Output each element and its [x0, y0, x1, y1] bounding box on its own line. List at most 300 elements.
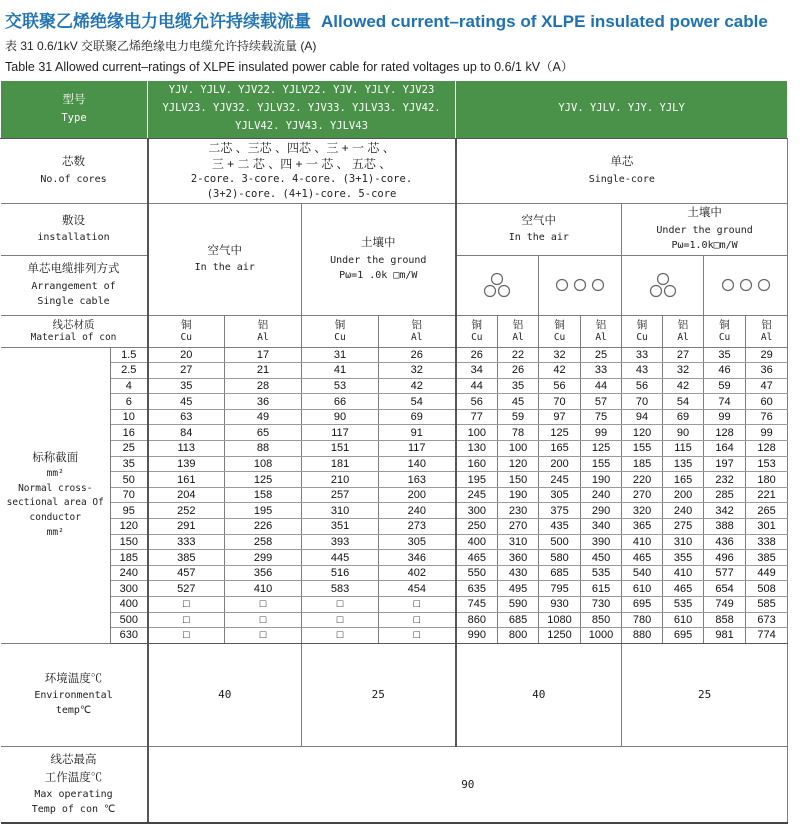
- value-cell: 56: [622, 378, 663, 394]
- value-cell: 43: [622, 363, 663, 379]
- value-cell: 163: [379, 472, 456, 488]
- value-cell: 164: [704, 441, 746, 457]
- value-cell: 90: [663, 425, 704, 441]
- installation-label: [1, 203, 148, 255]
- size-cell: 35: [111, 456, 148, 472]
- value-cell: 270: [622, 487, 663, 503]
- type-singlecore-text: YJV. YJLV. YJY. YJLY: [558, 102, 685, 115]
- table-row: [1, 550, 788, 566]
- cores-label-cn: 芯数: [62, 156, 85, 169]
- size-cell: 6: [111, 394, 148, 410]
- value-cell: 117: [379, 441, 456, 457]
- value-cell: 1080: [539, 612, 581, 628]
- table-caption-cn: 表 31 0.6/1kV 交联聚乙烯绝缘电力电缆允许持续载流量 (A): [5, 39, 317, 53]
- value-cell: 450: [581, 550, 622, 566]
- value-cell: 135: [663, 456, 704, 472]
- value-cell: 300: [456, 503, 498, 519]
- type-multicore-cell: YJV. YJLV. YJV22. YJLV22. YJV. YJLY. YJV23 YJLV23. YJV32. YJLV32. YJV33. YJLV33. YJV42. YJLV42. YJV43. YJLV43: [148, 81, 456, 138]
- table-row: [1, 612, 788, 628]
- value-cell: 56: [456, 394, 498, 410]
- value-cell: 654: [704, 581, 746, 597]
- value-cell: 190: [498, 487, 539, 503]
- value-cell: 34: [456, 363, 498, 379]
- value-cell: 120: [622, 425, 663, 441]
- cores-multicore-cell: 二芯 、三芯 、四芯 、三 + 一 芯 、 三 + 二 芯 、四 + 一 芯 、 五芯 、 2-core. 3-core. 4-core. (3+1)-core. (3+2)-core. (4+1)-core. 5-core: [148, 138, 456, 203]
- value-cell: 457: [148, 565, 225, 581]
- area-label: 标称截面 mm² Normal cross- sectional area Of conductor mm²: [1, 347, 111, 643]
- value-cell: 17: [225, 347, 302, 363]
- value-cell: 454: [379, 581, 456, 597]
- ratings-table: [0, 81, 788, 824]
- value-cell: 310: [663, 534, 704, 550]
- value-cell: □: [225, 597, 302, 613]
- size-cell: 240: [111, 565, 148, 581]
- value-cell: 385: [746, 550, 788, 566]
- value-cell: 291: [148, 519, 225, 535]
- value-cell: 320: [622, 503, 663, 519]
- value-cell: 140: [379, 456, 456, 472]
- value-cell: 41: [302, 363, 379, 379]
- table-row: [1, 565, 788, 581]
- trefoil-arrangement-icon: [645, 271, 681, 299]
- value-cell: 165: [663, 472, 704, 488]
- table-row: [1, 581, 788, 597]
- type-label-en: Type: [61, 112, 87, 125]
- cores-label-en: No.of cores: [40, 173, 107, 185]
- material-col-al: 铝 Al: [746, 315, 788, 347]
- value-cell: 195: [225, 503, 302, 519]
- value-cell: 33: [622, 347, 663, 363]
- value-cell: 128: [746, 441, 788, 457]
- value-cell: □: [302, 597, 379, 613]
- size-cell: 2.5: [111, 363, 148, 379]
- value-cell: 240: [581, 487, 622, 503]
- value-cell: 77: [456, 409, 498, 425]
- value-cell: 305: [539, 487, 581, 503]
- value-cell: 125: [581, 441, 622, 457]
- value-cell: 695: [622, 597, 663, 613]
- value-cell: 695: [663, 628, 704, 644]
- value-cell: 240: [379, 503, 456, 519]
- value-cell: 410: [622, 534, 663, 550]
- value-cell: 204: [148, 487, 225, 503]
- value-cell: 356: [225, 565, 302, 581]
- table-row: [1, 363, 788, 379]
- value-cell: 495: [498, 581, 539, 597]
- table-row: [1, 347, 788, 363]
- value-cell: 70: [539, 394, 581, 410]
- material-col-cu: 铜 Cu: [456, 315, 498, 347]
- size-cell: 10: [111, 409, 148, 425]
- table-row: [1, 597, 788, 613]
- value-cell: 252: [148, 503, 225, 519]
- material-row: [1, 315, 788, 347]
- env-value-singlecore-air: 40: [456, 643, 622, 746]
- value-cell: 117: [302, 425, 379, 441]
- table-row: [1, 394, 788, 410]
- singlecore-air-header: 空气中 In the air: [456, 203, 622, 255]
- data-rows: [1, 347, 788, 643]
- page-title-cn: 交联聚乙烯绝缘电力电缆允许持续载流量: [5, 12, 311, 31]
- size-cell: 630: [111, 628, 148, 644]
- value-cell: 850: [581, 612, 622, 628]
- value-cell: 990: [456, 628, 498, 644]
- installation-label-cn: 敷设: [62, 214, 85, 227]
- size-cell: 70: [111, 487, 148, 503]
- value-cell: 69: [379, 409, 456, 425]
- table-row: [1, 534, 788, 550]
- value-cell: 360: [498, 550, 539, 566]
- value-cell: 84: [148, 425, 225, 441]
- value-cell: 91: [379, 425, 456, 441]
- value-cell: 42: [379, 378, 456, 394]
- table-row: [1, 472, 788, 488]
- size-cell: 1.5: [111, 347, 148, 363]
- value-cell: 28: [225, 378, 302, 394]
- value-cell: 46: [704, 363, 746, 379]
- value-cell: 730: [581, 597, 622, 613]
- value-cell: 139: [148, 456, 225, 472]
- material-col-al: 铝 Al: [225, 315, 302, 347]
- value-cell: 74: [704, 394, 746, 410]
- value-cell: 21: [225, 363, 302, 379]
- value-cell: 430: [498, 565, 539, 581]
- value-cell: 22: [498, 347, 539, 363]
- value-cell: 195: [456, 472, 498, 488]
- value-cell: 100: [498, 441, 539, 457]
- value-cell: 45: [498, 394, 539, 410]
- value-cell: 99: [746, 425, 788, 441]
- arrangement-ground-flat-cell: [704, 255, 788, 315]
- value-cell: 108: [225, 456, 302, 472]
- value-cell: 60: [746, 394, 788, 410]
- arrangement-air-trefoil-cell: [456, 255, 539, 315]
- value-cell: 45: [148, 394, 225, 410]
- value-cell: □: [225, 628, 302, 644]
- arrangement-air-flat-cell: [539, 255, 622, 315]
- material-col-cu: 铜 Cu: [148, 315, 225, 347]
- material-col-al: 铝 Al: [581, 315, 622, 347]
- value-cell: 36: [746, 363, 788, 379]
- value-cell: 365: [622, 519, 663, 535]
- value-cell: 774: [746, 628, 788, 644]
- installation-row: [1, 203, 788, 255]
- value-cell: 42: [539, 363, 581, 379]
- value-cell: 245: [456, 487, 498, 503]
- table-row: [1, 409, 788, 425]
- size-cell: 150: [111, 534, 148, 550]
- value-cell: 27: [663, 347, 704, 363]
- arrangement-label: 单芯电缆排列方式 Arrangement of Single cable: [1, 255, 148, 315]
- value-cell: 54: [663, 394, 704, 410]
- value-cell: 20: [148, 347, 225, 363]
- size-cell: 4: [111, 378, 148, 394]
- value-cell: 685: [539, 565, 581, 581]
- material-label-en: Material of con: [30, 331, 117, 343]
- value-cell: 257: [302, 487, 379, 503]
- value-cell: 70: [622, 394, 663, 410]
- value-cell: 860: [456, 612, 498, 628]
- value-cell: 615: [581, 581, 622, 597]
- value-cell: 930: [539, 597, 581, 613]
- value-cell: 393: [302, 534, 379, 550]
- value-cell: □: [148, 597, 225, 613]
- cores-label: [1, 138, 148, 203]
- value-cell: 151: [302, 441, 379, 457]
- value-cell: 32: [663, 363, 704, 379]
- value-cell: 273: [379, 519, 456, 535]
- value-cell: 500: [539, 534, 581, 550]
- value-cell: 245: [539, 472, 581, 488]
- value-cell: 232: [704, 472, 746, 488]
- type-label: [1, 81, 148, 138]
- value-cell: 230: [498, 503, 539, 519]
- size-cell: 300: [111, 581, 148, 597]
- value-cell: 120: [498, 456, 539, 472]
- value-cell: 190: [581, 472, 622, 488]
- value-cell: 44: [581, 378, 622, 394]
- table-row: [1, 503, 788, 519]
- value-cell: 65: [225, 425, 302, 441]
- env-value-multicore-ground: 25: [302, 643, 456, 746]
- size-cell: 95: [111, 503, 148, 519]
- value-cell: 342: [704, 503, 746, 519]
- type-singlecore-cell: [456, 81, 788, 138]
- value-cell: 33: [581, 363, 622, 379]
- value-cell: 265: [746, 503, 788, 519]
- page-title-en: Allowed current–ratings of XLPE insulated power cable: [321, 12, 768, 31]
- value-cell: 355: [663, 550, 704, 566]
- value-cell: 780: [622, 612, 663, 628]
- value-cell: 745: [456, 597, 498, 613]
- value-cell: 78: [498, 425, 539, 441]
- value-cell: 29: [746, 347, 788, 363]
- value-cell: 35: [148, 378, 225, 394]
- value-cell: 338: [746, 534, 788, 550]
- installation-label-en: installation: [37, 232, 110, 244]
- value-cell: 340: [581, 519, 622, 535]
- value-cell: 795: [539, 581, 581, 597]
- value-cell: 158: [225, 487, 302, 503]
- value-cell: 97: [539, 409, 581, 425]
- value-cell: 200: [663, 487, 704, 503]
- value-cell: 94: [622, 409, 663, 425]
- value-cell: 858: [704, 612, 746, 628]
- value-cell: 390: [581, 534, 622, 550]
- material-col-al: 铝 Al: [663, 315, 704, 347]
- value-cell: 410: [225, 581, 302, 597]
- value-cell: 585: [746, 597, 788, 613]
- value-cell: 90: [302, 409, 379, 425]
- value-cell: 1250: [539, 628, 581, 644]
- max-temp-label: 线芯最高 工作温度℃ Max operating Temp of con ℃: [1, 746, 148, 823]
- value-cell: 580: [539, 550, 581, 566]
- value-cell: 53: [302, 378, 379, 394]
- table-row: [1, 456, 788, 472]
- value-cell: 36: [225, 394, 302, 410]
- value-cell: 42: [663, 378, 704, 394]
- value-cell: □: [379, 612, 456, 628]
- value-cell: 310: [302, 503, 379, 519]
- size-cell: 16: [111, 425, 148, 441]
- value-cell: 155: [581, 456, 622, 472]
- value-cell: 128: [704, 425, 746, 441]
- value-cell: 197: [704, 456, 746, 472]
- flat-arrangement-icon: [554, 278, 606, 292]
- value-cell: 270: [498, 519, 539, 535]
- value-cell: 445: [302, 550, 379, 566]
- arrangement-ground-trefoil-cell: [622, 255, 704, 315]
- value-cell: 220: [622, 472, 663, 488]
- table-row: [1, 425, 788, 441]
- value-cell: 240: [663, 503, 704, 519]
- value-cell: 210: [302, 472, 379, 488]
- table-row: [1, 441, 788, 457]
- value-cell: 75: [581, 409, 622, 425]
- table-row: [1, 487, 788, 503]
- value-cell: 181: [302, 456, 379, 472]
- value-cell: □: [148, 612, 225, 628]
- cores-singlecore-cell: [456, 138, 788, 203]
- table-row: [1, 628, 788, 644]
- value-cell: 59: [704, 378, 746, 394]
- value-cell: 375: [539, 503, 581, 519]
- value-cell: □: [379, 597, 456, 613]
- value-cell: 465: [622, 550, 663, 566]
- env-value-singlecore-ground: 25: [622, 643, 788, 746]
- value-cell: 100: [456, 425, 498, 441]
- value-cell: 115: [663, 441, 704, 457]
- env-value-multicore-air: 40: [148, 643, 302, 746]
- value-cell: □: [379, 628, 456, 644]
- value-cell: 66: [302, 394, 379, 410]
- value-cell: 32: [379, 363, 456, 379]
- value-cell: 35: [704, 347, 746, 363]
- value-cell: 26: [379, 347, 456, 363]
- value-cell: 465: [663, 581, 704, 597]
- value-cell: 27: [148, 363, 225, 379]
- value-cell: □: [302, 612, 379, 628]
- value-cell: 385: [148, 550, 225, 566]
- value-cell: 577: [704, 565, 746, 581]
- size-cell: 50: [111, 472, 148, 488]
- material-col-cu: 铜 Cu: [539, 315, 581, 347]
- value-cell: 635: [456, 581, 498, 597]
- value-cell: 535: [663, 597, 704, 613]
- value-cell: 527: [148, 581, 225, 597]
- max-temp-value: 90: [148, 746, 788, 823]
- value-cell: 351: [302, 519, 379, 535]
- type-row: [1, 81, 788, 138]
- value-cell: 130: [456, 441, 498, 457]
- cores-row: [1, 138, 788, 203]
- value-cell: 180: [746, 472, 788, 488]
- value-cell: 800: [498, 628, 539, 644]
- size-cell: 185: [111, 550, 148, 566]
- value-cell: 160: [456, 456, 498, 472]
- material-label: [1, 315, 148, 347]
- value-cell: □: [302, 628, 379, 644]
- header-rows: [1, 81, 788, 347]
- value-cell: 583: [302, 581, 379, 597]
- value-cell: 301: [746, 519, 788, 535]
- value-cell: 200: [539, 456, 581, 472]
- footer-rows: [1, 643, 788, 823]
- env-temp-row: [1, 643, 788, 746]
- material-col-al: 铝 Al: [379, 315, 456, 347]
- value-cell: 153: [746, 456, 788, 472]
- value-cell: 540: [622, 565, 663, 581]
- cores-single-en: Single-core: [588, 173, 655, 185]
- value-cell: 299: [225, 550, 302, 566]
- value-cell: 44: [456, 378, 498, 394]
- type-label-cn: 型号: [62, 93, 86, 106]
- value-cell: 435: [539, 519, 581, 535]
- value-cell: 155: [622, 441, 663, 457]
- max-temp-row: [1, 746, 788, 823]
- value-cell: 685: [498, 612, 539, 628]
- cores-single-cn: 单芯: [610, 156, 634, 169]
- value-cell: 535: [581, 565, 622, 581]
- value-cell: 49: [225, 409, 302, 425]
- size-cell: 25: [111, 441, 148, 457]
- material-col-cu: 铜 Cu: [622, 315, 663, 347]
- table-row: [1, 519, 788, 535]
- value-cell: 436: [704, 534, 746, 550]
- value-cell: 125: [225, 472, 302, 488]
- value-cell: 590: [498, 597, 539, 613]
- value-cell: 25: [581, 347, 622, 363]
- value-cell: 165: [539, 441, 581, 457]
- value-cell: 26: [498, 363, 539, 379]
- value-cell: 508: [746, 581, 788, 597]
- value-cell: 310: [498, 534, 539, 550]
- value-cell: □: [225, 612, 302, 628]
- trefoil-arrangement-icon: [479, 271, 515, 299]
- value-cell: 31: [302, 347, 379, 363]
- multicore-air-cell: 空气中 In the air: [148, 203, 302, 315]
- table-caption-en: Table 31 Allowed current–ratings of XLPE insulated power cable for rated voltages up to 0.6/1 kV（A）: [5, 60, 574, 74]
- value-cell: 258: [225, 534, 302, 550]
- value-cell: 400: [456, 534, 498, 550]
- value-cell: 99: [704, 409, 746, 425]
- value-cell: 200: [379, 487, 456, 503]
- size-cell: 400: [111, 597, 148, 613]
- value-cell: 610: [663, 612, 704, 628]
- value-cell: 465: [456, 550, 498, 566]
- value-cell: 26: [456, 347, 498, 363]
- value-cell: 880: [622, 628, 663, 644]
- material-col-al: 铝 Al: [498, 315, 539, 347]
- flat-arrangement-icon: [720, 278, 772, 292]
- material-col-cu: 铜 Cu: [302, 315, 379, 347]
- value-cell: 388: [704, 519, 746, 535]
- size-cell: 500: [111, 612, 148, 628]
- value-cell: 226: [225, 519, 302, 535]
- value-cell: 57: [581, 394, 622, 410]
- size-cell: 120: [111, 519, 148, 535]
- value-cell: 221: [746, 487, 788, 503]
- value-cell: 610: [622, 581, 663, 597]
- value-cell: 250: [456, 519, 498, 535]
- value-cell: 673: [746, 612, 788, 628]
- value-cell: 749: [704, 597, 746, 613]
- value-cell: 76: [746, 409, 788, 425]
- value-cell: 496: [704, 550, 746, 566]
- value-cell: 550: [456, 565, 498, 581]
- value-cell: 56: [539, 378, 581, 394]
- singlecore-ground-header: 土壤中 Under the ground Pω=1.0k□m/W: [622, 203, 788, 255]
